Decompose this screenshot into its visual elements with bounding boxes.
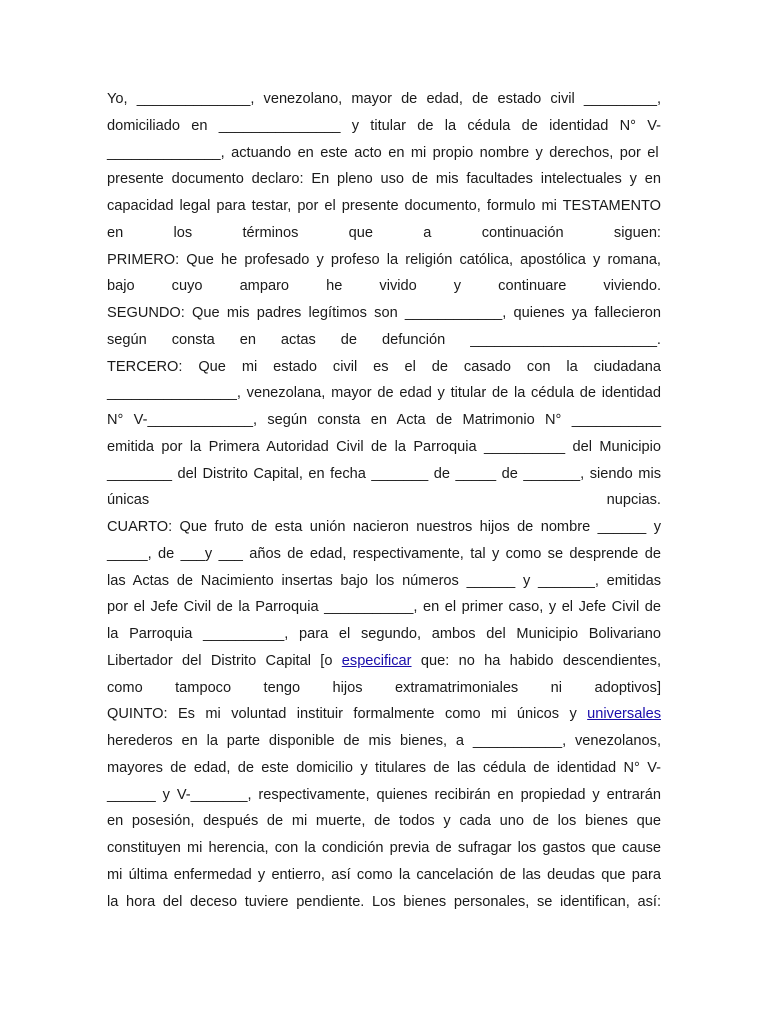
- text-segment: mayores de edad, de este domicilio y titulares de las cédula de identidad N° V-: [107, 759, 661, 776]
- text-line: [107, 434, 661, 461]
- text-line: [107, 889, 661, 916]
- text-line: [107, 541, 661, 568]
- text-line: [107, 220, 661, 247]
- text-line: [107, 728, 661, 755]
- text-line: [107, 487, 661, 514]
- text-segment: como tampoco tengo hijos extramatrimoniales ni adoptivos]: [107, 679, 661, 696]
- text-line: [107, 701, 661, 728]
- text-segment: por el Jefe Civil de la Parroquia ___________, en el primer caso, y el Jefe Civil de: [107, 599, 661, 616]
- text-line: [107, 300, 661, 327]
- text-segment: herederos en la parte disponible de mis bienes, a ___________, venezolanos,: [107, 733, 661, 749]
- inline-link[interactable]: especificar: [341, 652, 412, 669]
- text-line: [107, 514, 661, 541]
- text-line: [107, 648, 661, 675]
- text-segment: presente documento declaro: En pleno uso de mis facultades intelectuales y en: [107, 171, 661, 188]
- text-line: [107, 755, 661, 782]
- text-line: [107, 808, 661, 835]
- text-line: [107, 140, 661, 167]
- text-segment: domiciliado en _______________ y titular de la cédula de identidad N° V-: [107, 117, 661, 134]
- text-line: [107, 380, 661, 407]
- text-line: [107, 273, 661, 300]
- text-line: [107, 568, 661, 595]
- text-line: [107, 193, 661, 220]
- text-segment: ______________, actuando en este acto en mi propio nombre y derechos, por el: [107, 144, 659, 161]
- text-segment: Libertador del Distrito Capital [o: [107, 652, 342, 669]
- text-line: [107, 354, 661, 381]
- text-segment: ________________, venezolana, mayor de edad y titular de la cédula de identidad: [107, 385, 661, 402]
- text-segment: QUINTO: Es mi voluntad instituir formalmente como mi únicos y: [107, 706, 588, 723]
- text-segment: la hora del deceso tuviere pendiente. Los bienes personales, se identifican, así:: [107, 893, 661, 910]
- text-segment: TERCERO: Que mi estado civil es el de casado con la ciudadana: [107, 358, 661, 375]
- text-segment: en posesión, después de mi muerte, de todos y cada uno de los bienes que: [107, 813, 661, 830]
- text-line: [107, 675, 661, 702]
- text-segment: Yo, ______________, venezolano, mayor de edad, de estado civil _________,: [107, 91, 661, 107]
- text-segment: CUARTO: Que fruto de esta unión nacieron nuestros hijos de nombre ______ y: [107, 519, 661, 535]
- text-segment: las Actas de Nacimiento insertas bajo los números ______ y _______, emitidas: [107, 572, 661, 589]
- text-line: [107, 247, 661, 274]
- text-line: [107, 594, 661, 621]
- text-line: [107, 862, 661, 889]
- text-line: [107, 86, 661, 113]
- text-segment: SEGUNDO: Que mis padres legítimos son ____________, quienes ya fallecieron: [107, 305, 661, 321]
- text-segment: la Parroquia __________, para el segundo, ambos del Municipio Bolivariano: [107, 626, 661, 642]
- text-segment: en los términos que a continuación siguen:: [107, 224, 661, 241]
- text-line: [107, 166, 661, 193]
- text-line: [107, 621, 661, 648]
- text-segment: PRIMERO: Que he profesado y profeso la religión católica, apostólica y romana,: [107, 251, 661, 268]
- text-line: [107, 782, 661, 809]
- text-segment: emitida por la Primera Autoridad Civil de la Parroquia __________ del Municipio: [107, 438, 661, 455]
- text-segment: únicas nupcias.: [107, 492, 661, 509]
- text-segment: ________ del Distrito Capital, en fecha _______ de _____ de _______, siendo mis: [107, 465, 661, 482]
- text-line: [107, 835, 661, 862]
- text-line: [107, 327, 661, 354]
- text-segment: _____, de ___y ___ años de edad, respectivamente, tal y como se desprende de: [107, 545, 661, 562]
- text-segment: ______ y V-_______, respectivamente, quienes recibirán en propiedad y entrarán: [107, 786, 661, 803]
- text-segment: capacidad legal para testar, por el presente documento, formulo mi TESTAMENTO: [107, 198, 661, 214]
- text-segment: N° V-_____________, según consta en Acta de Matrimonio N° ___________: [107, 412, 661, 428]
- text-line: [107, 113, 661, 140]
- text-line: [107, 407, 661, 434]
- text-segment: según consta en actas de defunción _______________________.: [107, 331, 661, 348]
- text-segment: bajo cuyo amparo he vivido y continuare viviendo.: [107, 278, 661, 295]
- text-segment: mi última enfermedad y entierro, así como la cancelación de las deudas que para: [107, 866, 661, 883]
- document-body: [107, 86, 661, 915]
- text-segment: que: no ha habido descendientes,: [411, 652, 661, 669]
- text-line: [107, 461, 661, 488]
- inline-link[interactable]: universales: [587, 706, 661, 723]
- text-segment: constituyen mi herencia, con la condición previa de sufragar los gastos que cause: [107, 840, 661, 856]
